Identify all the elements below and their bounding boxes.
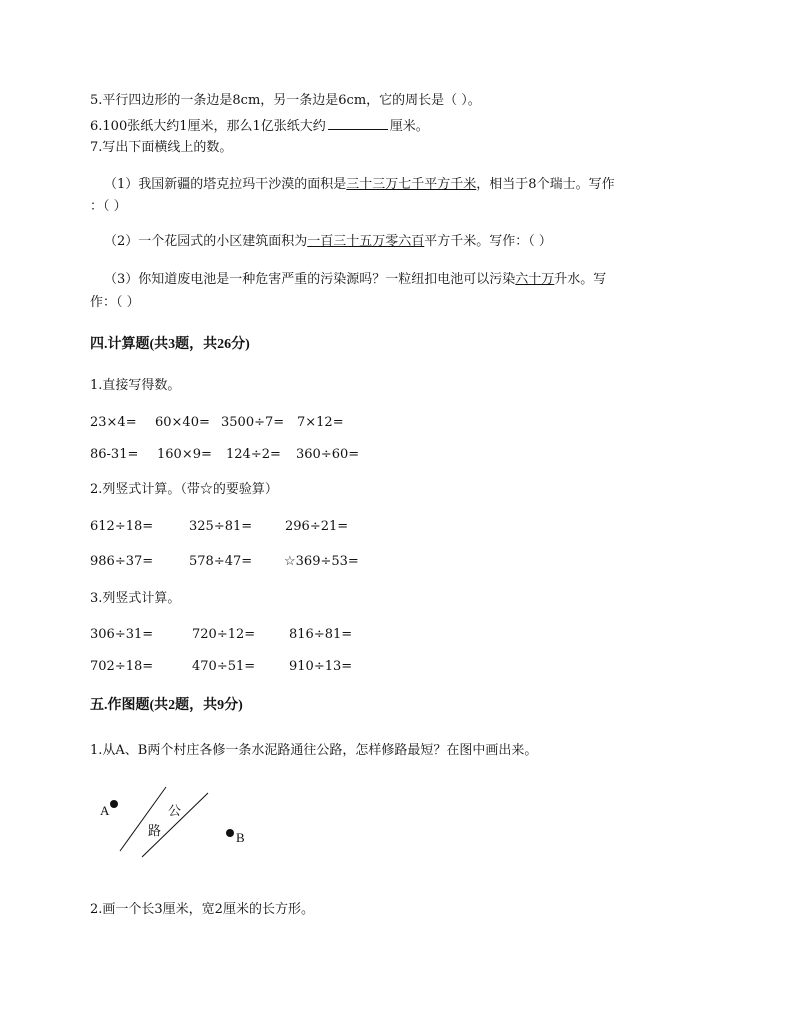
expression: 3500÷7=	[221, 415, 285, 430]
expression: 470÷51=	[192, 659, 256, 674]
village-b-point	[226, 829, 234, 837]
q7-1-underlined: 三十三万七千平方千米	[346, 177, 477, 192]
road-edge-left	[120, 787, 166, 851]
q7-1-write: ：（ ）	[90, 199, 127, 214]
expression: 986÷37=	[90, 554, 154, 569]
q7-3-text-b: 升水。写	[554, 272, 607, 287]
road-diagram[interactable]	[96, 785, 276, 865]
expression: ☆369÷53=	[284, 554, 359, 569]
expression: 325÷81=	[189, 519, 253, 534]
question-7-1	[104, 176, 615, 194]
question-6-unit: 厘米。	[389, 119, 429, 134]
expression: 578÷47=	[189, 554, 253, 569]
expression: 816÷81=	[289, 627, 353, 642]
expression: 7×12=	[297, 415, 344, 430]
question-7-2	[104, 233, 552, 251]
q7-3-write: 作：（ ）	[90, 295, 140, 310]
expression: 124÷2=	[226, 447, 281, 462]
question-7-3	[104, 271, 606, 289]
calc-1-title: 1.直接写得数。	[90, 378, 181, 393]
expression: 306÷31=	[90, 627, 154, 642]
road-label-2: 路	[148, 824, 162, 839]
q7-3-text-a: （3）你知道废电池是一种危害严重的污染源吗？一粒纽扣电池可以污染	[104, 272, 516, 287]
village-a-label: A	[100, 803, 110, 818]
answer-blank[interactable]	[328, 116, 388, 130]
expression: 160×9=	[157, 447, 212, 462]
q7-3-underlined: 六十万	[515, 272, 555, 287]
expression: 23×4=	[90, 415, 137, 430]
village-b-label: B	[236, 830, 245, 845]
q7-2-underlined: 一百三十五万零六百	[307, 234, 425, 249]
calc-3-title: 3.列竖式计算。	[90, 591, 181, 606]
expression: 910÷13=	[289, 659, 353, 674]
expression: 612÷18=	[90, 519, 154, 534]
expression: 60×40=	[155, 415, 210, 430]
expression: 86-31=	[90, 447, 139, 462]
calc-2-title: 2.列竖式计算。（带☆的要验算）	[90, 482, 278, 497]
expression: 702÷18=	[90, 659, 154, 674]
question-5: 5.平行四边形的一条边是8cm，另一条边是6cm，它的周长是（ ）。	[90, 93, 481, 108]
road-label-1: 公	[168, 804, 182, 819]
village-a-point	[110, 800, 118, 808]
expression: 296÷21=	[285, 519, 349, 534]
expression: 720÷12=	[192, 627, 256, 642]
question-6-text: 6.100张纸大约1厘米，那么1亿张纸大约	[90, 119, 326, 134]
question-7: 7.写出下面横线上的数。	[90, 140, 233, 155]
q7-2-text-a: （2）一个花园式的小区建筑面积为	[104, 234, 308, 249]
q7-2-text-b: 平方千米。写作：（ ）	[424, 234, 552, 249]
section-5-heading: 五.作图题(共2题，共9分)	[90, 698, 243, 713]
question-6	[90, 116, 429, 136]
q7-1-text-a: （1）我国新疆的塔克拉玛干沙漠的面积是	[104, 177, 347, 192]
drawing-1-title: 1.从A、B两个村庄各修一条水泥路通往公路，怎样修路最短？在图中画出来。	[90, 743, 538, 758]
section-4-heading: 四.计算题(共3题，共26分)	[90, 337, 250, 352]
q7-1-text-b: ，相当于8个瑞士。写作	[476, 177, 615, 192]
drawing-2-title: 2.画一个长3厘米，宽2厘米的长方形。	[90, 902, 314, 917]
expression: 360÷60=	[296, 447, 360, 462]
